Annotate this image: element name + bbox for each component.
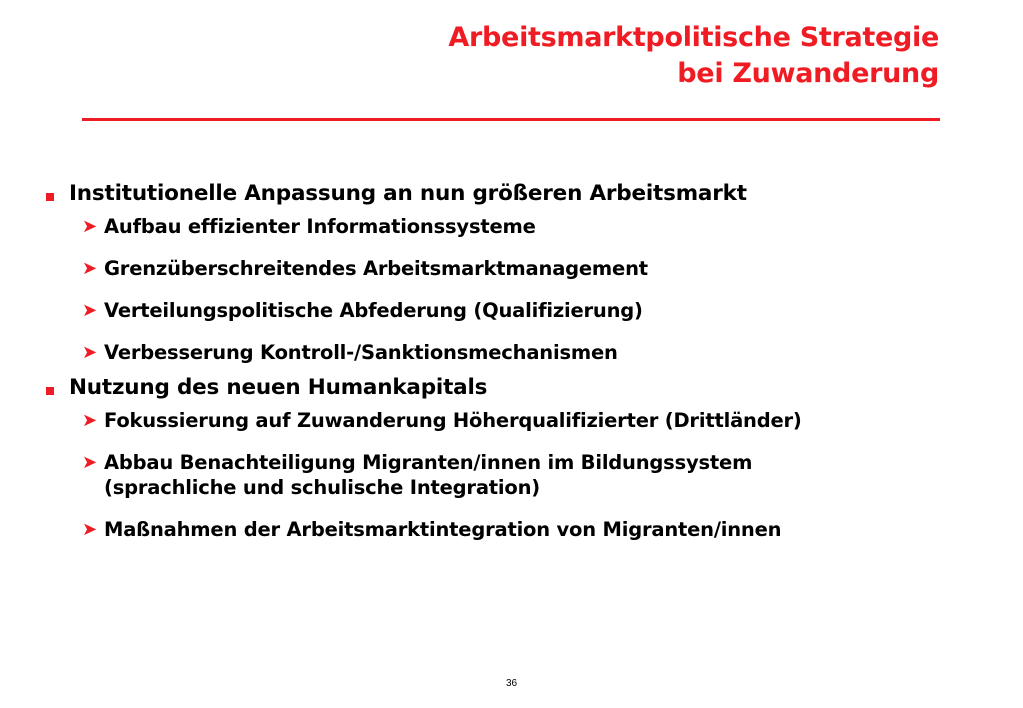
arrow-bullet-icon: ➤ <box>82 519 97 540</box>
page-number: 36 <box>505 678 518 689</box>
sub-bullet-text: Aufbau effizienter Informationssysteme <box>104 215 536 238</box>
sub-bullet-list <box>44 214 994 365</box>
sub-bullet-item <box>44 214 994 239</box>
title-divider <box>82 118 940 121</box>
arrow-bullet-icon: ➤ <box>82 410 97 431</box>
bullet-group-2 <box>44 372 994 542</box>
sub-bullet-item <box>44 408 994 433</box>
bullet-item <box>44 178 994 210</box>
sub-bullet-item <box>44 298 994 323</box>
slide-title-line-1: Arbeitsmarktpolitische Strategie <box>448 22 939 53</box>
sub-bullet-item <box>44 450 994 500</box>
sub-bullet-list <box>44 408 994 542</box>
bullet-text: Nutzung des neuen Humankapitals <box>69 375 488 400</box>
sub-bullet-text: Maßnahmen der Arbeitsmarktintegration von Migranten/innen <box>104 518 782 541</box>
arrow-bullet-icon: ➤ <box>82 452 97 473</box>
sub-bullet-text: Abbau Benachteiligung Migranten/innen im Bildungssystem <box>104 451 753 474</box>
sub-bullet-text: Grenzüberschreitendes Arbeitsmarktmanagement <box>104 257 648 280</box>
sub-bullet-item <box>44 256 994 281</box>
bullet-text: Institutionelle Anpassung an nun größeren Arbeitsmarkt <box>69 181 747 206</box>
sub-bullet-text: Verteilungspolitische Abfederung (Qualifizierung) <box>104 299 643 322</box>
slide-title-line-2: bei Zuwanderung <box>677 58 939 89</box>
bullet-content <box>44 178 994 559</box>
slide-title <box>448 20 939 92</box>
square-bullet-icon <box>46 193 54 201</box>
sub-bullet-text-continuation: (sprachliche und schulische Integration) <box>104 476 541 499</box>
square-bullet-icon <box>46 387 54 395</box>
bullet-group-1 <box>44 178 994 365</box>
sub-bullet-item <box>44 517 994 542</box>
arrow-bullet-icon: ➤ <box>82 300 97 321</box>
arrow-bullet-icon: ➤ <box>82 216 97 237</box>
arrow-bullet-icon: ➤ <box>82 258 97 279</box>
sub-bullet-text: Fokussierung auf Zuwanderung Höherqualifizierter (Drittländer) <box>104 409 802 432</box>
bullet-item <box>44 372 994 404</box>
sub-bullet-text: Verbesserung Kontroll-/Sanktionsmechanismen <box>104 341 618 364</box>
sub-bullet-item <box>44 340 994 365</box>
arrow-bullet-icon: ➤ <box>82 342 97 363</box>
